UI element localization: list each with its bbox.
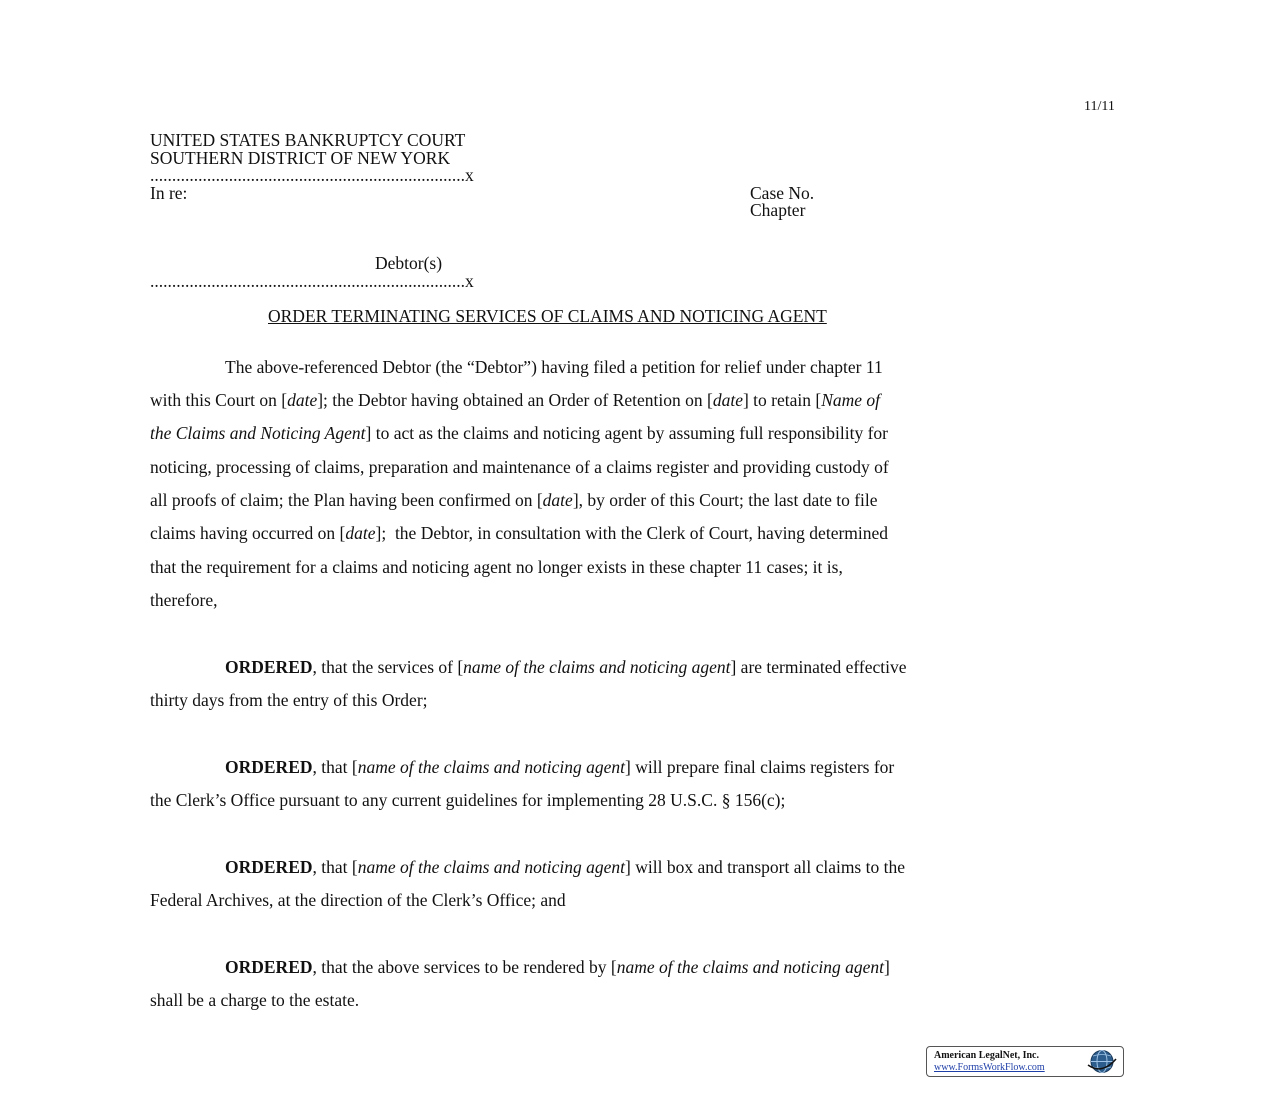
caption-rule-bottom: ........................................................................x	[150, 271, 474, 291]
recital-line-2: with this Court on [date]; the Debtor having obtained an Order of Retention on [date] to retain [Name of	[150, 390, 881, 410]
order-2-line-1: ORDERED, that [name of the claims and noticing agent] will prepare final claims registers for	[225, 757, 895, 777]
recital-line-7: that the requirement for a claims and noticing agent no longer exists in these chapter 11 cases; it is,	[150, 557, 843, 577]
forms-workflow-logo[interactable]	[926, 1046, 1124, 1077]
recital-line-5: all proofs of claim; the Plan having been confirmed on [date], by order of this Court; the last date to file	[150, 490, 878, 510]
court-district: SOUTHERN DISTRICT OF NEW YORK	[150, 148, 451, 168]
order-1-line-1: ORDERED, that the services of [name of the claims and noticing agent] are terminated effective	[225, 657, 907, 677]
debtor-label: Debtor(s)	[375, 253, 443, 273]
order-3-line-1: ORDERED, that [name of the claims and noticing agent] will box and transport all claims to the	[225, 857, 905, 877]
case-no-label: Case No.	[750, 183, 815, 203]
chapter-label: Chapter	[750, 200, 806, 220]
caption-rule-top: ........................................................................x	[150, 165, 474, 185]
order-1-line-2: thirty days from the entry of this Order;	[150, 690, 428, 710]
recital-line-1: The above-referenced Debtor (the “Debtor”) having filed a petition for relief under chapter 11	[225, 357, 883, 377]
recital-line-6: claims having occurred on [date]; the Debtor, in consultation with the Clerk of Court, having determined	[150, 523, 889, 543]
document-title: ORDER TERMINATING SERVICES OF CLAIMS AND NOTICING AGENT	[268, 306, 827, 326]
order-2-line-2: the Clerk’s Office pursuant to any current guidelines for implementing 28 U.S.C. § 156(c);	[150, 790, 786, 810]
form-version: 11/11	[1084, 99, 1115, 114]
globe-icon	[1085, 1049, 1119, 1074]
recital-line-4: noticing, processing of claims, preparation and maintenance of a claims register and providing custody of	[150, 457, 889, 477]
order-3-line-2: Federal Archives, at the direction of the Clerk’s Office; and	[150, 890, 566, 910]
order-4-line-1: ORDERED, that the above services to be rendered by [name of the claims and noticing agent]	[225, 957, 890, 977]
recital-line-3: the Claims and Noticing Agent] to act as the claims and noticing agent by assuming full responsibility for	[150, 423, 888, 443]
order-4-line-2: shall be a charge to the estate.	[150, 990, 360, 1010]
in-re-label: In re:	[150, 183, 188, 203]
recital-line-8: therefore,	[150, 590, 218, 610]
logo-company-name: American LegalNet, Inc.	[934, 1050, 1039, 1061]
logo-url-link[interactable]: www.FormsWorkFlow.com	[934, 1062, 1045, 1073]
court-name: UNITED STATES BANKRUPTCY COURT	[150, 130, 466, 150]
